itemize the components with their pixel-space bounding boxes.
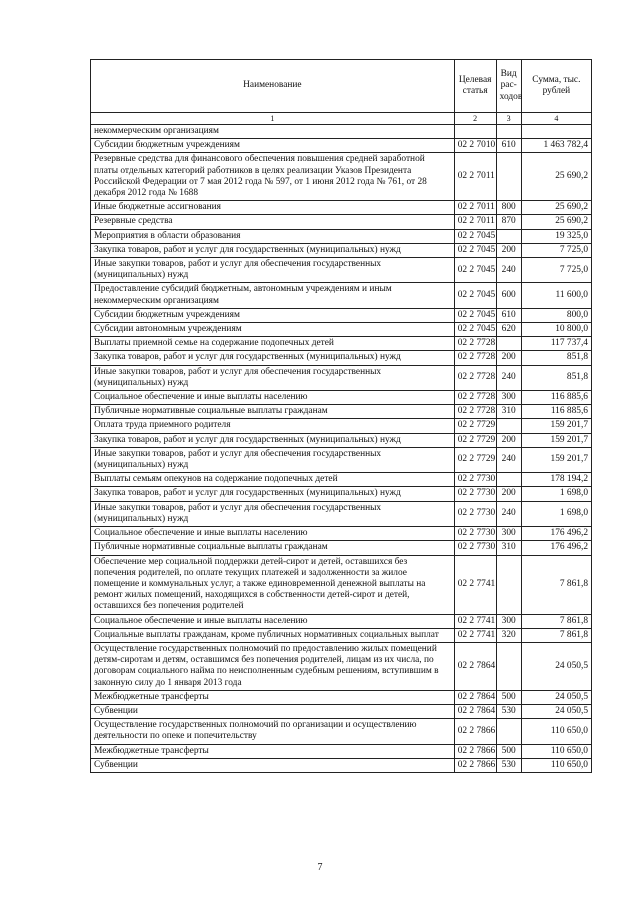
row-sum: 117 737,4 (521, 337, 591, 351)
table-row (91, 527, 592, 541)
row-expense-kind: 310 (496, 405, 521, 419)
row-target-code: 02 2 7730 (454, 501, 496, 526)
row-expense-kind: 620 (496, 323, 521, 337)
table-row (91, 229, 592, 243)
row-sum: 116 885,6 (521, 391, 591, 405)
column-number: 4 (521, 113, 591, 125)
row-target-code: 02 2 7011 (454, 153, 496, 201)
table-body (91, 125, 592, 773)
row-sum: 800,0 (521, 308, 591, 322)
row-name: Закупка товаров, работ и услуг для государственных (муниципальных) нужд (91, 243, 455, 257)
row-sum: 116 885,6 (521, 405, 591, 419)
row-target-code: 02 2 7741 (454, 555, 496, 614)
row-sum: 176 496,2 (521, 541, 591, 555)
row-name: Субвенции (91, 758, 455, 772)
row-expense-kind (496, 229, 521, 243)
row-target-code: 02 2 7045 (454, 308, 496, 322)
table-row (91, 139, 592, 153)
row-sum: 110 650,0 (521, 758, 591, 772)
table-row (91, 365, 592, 390)
table-row (91, 541, 592, 555)
row-expense-kind: 610 (496, 308, 521, 322)
row-expense-kind: 320 (496, 628, 521, 642)
row-name: Иные закупки товаров, работ и услуг для обеспечения государственных (муниципальных) нужд (91, 365, 455, 390)
row-name: Публичные нормативные социальные выплаты гражданам (91, 541, 455, 555)
row-expense-kind: 600 (496, 283, 521, 308)
row-name: Социальное обеспечение и иные выплаты населению (91, 614, 455, 628)
row-sum: 24 050,5 (521, 704, 591, 718)
row-target-code: 02 2 7045 (454, 229, 496, 243)
row-target-code: 02 2 7741 (454, 628, 496, 642)
row-target-code: 02 2 7741 (454, 614, 496, 628)
table-row (91, 555, 592, 614)
row-name: Публичные нормативные социальные выплаты гражданам (91, 405, 455, 419)
table-row (91, 473, 592, 487)
row-name: Социальное обеспечение и иные выплаты населению (91, 527, 455, 541)
row-name: Субсидии бюджетным учреждениям (91, 139, 455, 153)
table-row (91, 642, 592, 690)
header-kind: Вид рас-ходов (496, 60, 521, 113)
row-name: Иные закупки товаров, работ и услуг для обеспечения государственных (муниципальных) нужд (91, 447, 455, 472)
row-target-code: 02 2 7730 (454, 473, 496, 487)
table-row (91, 153, 592, 201)
row-expense-kind: 240 (496, 365, 521, 390)
row-sum: 7 861,8 (521, 628, 591, 642)
row-name: Иные закупки товаров, работ и услуг для обеспечения государственных (муниципальных) нужд (91, 501, 455, 526)
row-name: Закупка товаров, работ и услуг для государственных (муниципальных) нужд (91, 433, 455, 447)
row-expense-kind: 200 (496, 243, 521, 257)
row-sum: 851,8 (521, 351, 591, 365)
row-target-code: 02 2 7045 (454, 258, 496, 283)
row-sum: 159 201,7 (521, 447, 591, 472)
row-expense-kind (496, 473, 521, 487)
table-row (91, 283, 592, 308)
row-target-code: 02 2 7866 (454, 758, 496, 772)
row-sum: 7 861,8 (521, 555, 591, 614)
row-expense-kind: 200 (496, 351, 521, 365)
table-row (91, 258, 592, 283)
row-expense-kind (496, 153, 521, 201)
table-row (91, 323, 592, 337)
row-name: Обеспечение мер социальной поддержки детей-сирот и детей, оставшихся без попечения родителей, по оплате текущих платежей и задолженности за жилое помещение и коммунальных услуг, а также единовременной денежной выплаты на ремонт жилых помещений, находящихся в собственности детей-сирот и детей, оставшихся без попечения родителей (91, 555, 455, 614)
column-number: 2 (454, 113, 496, 125)
row-target-code: 02 2 7728 (454, 405, 496, 419)
row-target-code: 02 2 7728 (454, 365, 496, 390)
row-sum: 110 650,0 (521, 719, 591, 744)
row-target-code: 02 2 7866 (454, 744, 496, 758)
row-expense-kind: 610 (496, 139, 521, 153)
row-name: Закупка товаров, работ и услуг для государственных (муниципальных) нужд (91, 351, 455, 365)
row-target-code: 02 2 7866 (454, 719, 496, 744)
row-sum: 25 690,2 (521, 153, 591, 201)
row-sum: 7 725,0 (521, 243, 591, 257)
column-number: 1 (91, 113, 455, 125)
row-expense-kind: 300 (496, 614, 521, 628)
row-target-code: 02 2 7728 (454, 351, 496, 365)
table-row (91, 351, 592, 365)
row-sum: 24 050,5 (521, 690, 591, 704)
row-expense-kind: 310 (496, 541, 521, 555)
row-target-code: 02 2 7728 (454, 391, 496, 405)
row-sum: 25 690,2 (521, 201, 591, 215)
table-row (91, 690, 592, 704)
table-row (91, 704, 592, 718)
table-header (91, 60, 592, 125)
row-expense-kind (496, 419, 521, 433)
row-name: Социальное обеспечение и иные выплаты населению (91, 391, 455, 405)
table-row (91, 744, 592, 758)
row-expense-kind: 300 (496, 527, 521, 541)
row-name: Иные закупки товаров, работ и услуг для обеспечения государственных (муниципальных) нужд (91, 258, 455, 283)
row-name: Субсидии автономным учреждениям (91, 323, 455, 337)
table-row (91, 758, 592, 772)
row-sum (521, 125, 591, 139)
row-target-code: 02 2 7045 (454, 323, 496, 337)
column-number: 3 (496, 113, 521, 125)
row-expense-kind: 530 (496, 758, 521, 772)
row-expense-kind: 800 (496, 201, 521, 215)
row-target-code: 02 2 7045 (454, 283, 496, 308)
row-expense-kind: 300 (496, 391, 521, 405)
row-expense-kind: 530 (496, 704, 521, 718)
row-target-code: 02 2 7730 (454, 527, 496, 541)
row-name: Социальные выплаты гражданам, кроме публичных нормативных социальных выплат (91, 628, 455, 642)
row-target-code: 02 2 7864 (454, 690, 496, 704)
row-target-code: 02 2 7864 (454, 704, 496, 718)
row-target-code: 02 2 7011 (454, 215, 496, 229)
table-row (91, 405, 592, 419)
table-row (91, 628, 592, 642)
row-name: Закупка товаров, работ и услуг для государственных (муниципальных) нужд (91, 487, 455, 501)
table-row (91, 419, 592, 433)
row-sum: 19 325,0 (521, 229, 591, 243)
header-code: Целевая статья (454, 60, 496, 113)
row-name: Межбюджетные трансферты (91, 690, 455, 704)
row-target-code (454, 125, 496, 139)
row-target-code: 02 2 7730 (454, 541, 496, 555)
row-target-code: 02 2 7729 (454, 433, 496, 447)
row-expense-kind: 500 (496, 744, 521, 758)
row-expense-kind: 240 (496, 258, 521, 283)
table-row (91, 501, 592, 526)
row-expense-kind (496, 719, 521, 744)
row-sum: 1 698,0 (521, 501, 591, 526)
row-expense-kind (496, 125, 521, 139)
row-sum: 10 800,0 (521, 323, 591, 337)
row-sum: 24 050,5 (521, 642, 591, 690)
row-name: Осуществление государственных полномочий по организации и осуществлению деятельности по опеке и попечительству (91, 719, 455, 744)
table-row (91, 125, 592, 139)
row-sum: 110 650,0 (521, 744, 591, 758)
table-row (91, 308, 592, 322)
table-row (91, 614, 592, 628)
row-sum: 159 201,7 (521, 433, 591, 447)
table-row (91, 433, 592, 447)
row-expense-kind: 200 (496, 487, 521, 501)
row-sum: 851,8 (521, 365, 591, 390)
row-name: Оплата труда приемного родителя (91, 419, 455, 433)
row-sum: 159 201,7 (521, 419, 591, 433)
row-sum: 25 690,2 (521, 215, 591, 229)
header-sum: Сумма, тыс. рублей (521, 60, 591, 113)
row-target-code: 02 2 7729 (454, 447, 496, 472)
header-name: Наименование (91, 60, 455, 113)
row-sum: 7 725,0 (521, 258, 591, 283)
row-sum: 178 194,2 (521, 473, 591, 487)
row-name: Резервные средства для финансового обеспечения повышения средней заработной платы отдельных категорий работников в целях реализации Указов Президента Российской Федерации от 7 мая 2012 года № 597, от 1 июня 2012 года № 761, от 28 декабря 2012 года № 1688 (91, 153, 455, 201)
row-target-code: 02 2 7010 (454, 139, 496, 153)
row-target-code: 02 2 7045 (454, 243, 496, 257)
row-expense-kind (496, 642, 521, 690)
row-name: Субсидии бюджетным учреждениям (91, 308, 455, 322)
row-name: Осуществление государственных полномочий по предоставлению жилых помещений детям-сиротам и детям, оставшимся без попечения родителей, лицам из их числа, по договорам социального найма по неисполненным судебным решениям, вступившим в законную силу до 1 января 2013 года (91, 642, 455, 690)
table-row (91, 391, 592, 405)
row-name: Межбюджетные трансферты (91, 744, 455, 758)
row-sum: 1 698,0 (521, 487, 591, 501)
row-expense-kind: 240 (496, 501, 521, 526)
row-target-code: 02 2 7864 (454, 642, 496, 690)
row-name: Выплаты приемной семье на содержание подопечных детей (91, 337, 455, 351)
table-row (91, 215, 592, 229)
row-name: Мероприятия в области образования (91, 229, 455, 243)
row-sum: 1 463 782,4 (521, 139, 591, 153)
table-row (91, 487, 592, 501)
row-target-code: 02 2 7730 (454, 487, 496, 501)
row-sum: 7 861,8 (521, 614, 591, 628)
row-name: Выплаты семьям опекунов на содержание подопечных детей (91, 473, 455, 487)
page-number: 7 (317, 862, 323, 873)
row-sum: 176 496,2 (521, 527, 591, 541)
row-target-code: 02 2 7728 (454, 337, 496, 351)
row-expense-kind: 870 (496, 215, 521, 229)
row-target-code: 02 2 7729 (454, 419, 496, 433)
row-name: Иные бюджетные ассигнования (91, 201, 455, 215)
row-target-code: 02 2 7011 (454, 201, 496, 215)
table-row (91, 719, 592, 744)
table-row (91, 447, 592, 472)
row-expense-kind (496, 555, 521, 614)
row-name: Субвенции (91, 704, 455, 718)
table-row (91, 201, 592, 215)
row-expense-kind: 240 (496, 447, 521, 472)
row-sum: 11 600,0 (521, 283, 591, 308)
table-row (91, 243, 592, 257)
row-name: Предоставление субсидий бюджетным, автономным учреждениям и иным некоммерческим организациям (91, 283, 455, 308)
row-name: некоммерческим организациям (91, 125, 455, 139)
row-expense-kind: 200 (496, 433, 521, 447)
row-expense-kind (496, 337, 521, 351)
row-name: Резервные средства (91, 215, 455, 229)
table-row (91, 337, 592, 351)
row-expense-kind: 500 (496, 690, 521, 704)
budget-table (90, 59, 592, 773)
